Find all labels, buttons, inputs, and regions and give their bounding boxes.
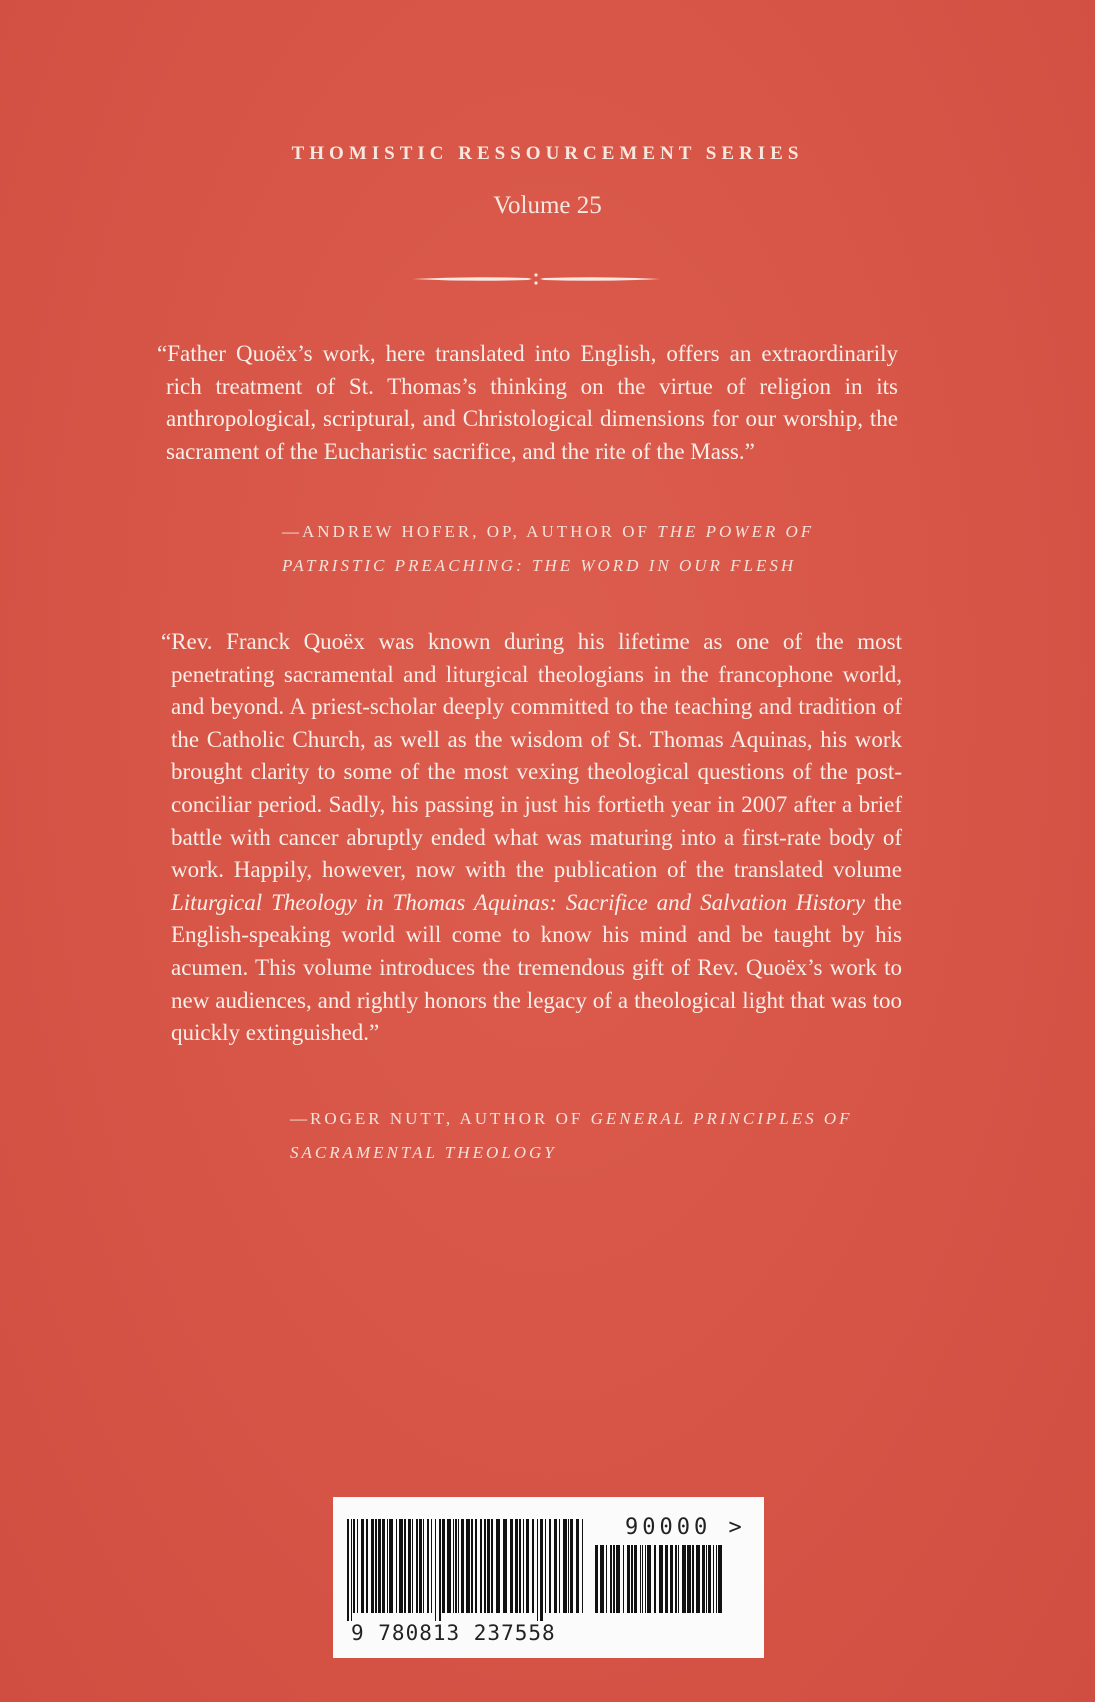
- attribution-book-title-2: GENERAL PRINCIPLES OF SACRAMENTAL THEOLOGY: [290, 1109, 853, 1162]
- quote-2-part-2: the English-speaking world will come to know his mind and be taught by his acumen. This volume introduces the tremendous gift of Rev. Quoëx’s work to new audiences, and rightly honors the legacy of a theological light that was too quickly extinguished.”: [171, 889, 902, 1046]
- endorsement-quote-1: “Father Quoëx’s work, here translated into English, offers an extraordinarily rich treatment of St. Thomas’s thinking on the virtue of religion in its anthropological, scriptural, and Christological dimensions for our worship, the sacrament of the Eucharistic sacrifice, and the rite of the Mass.”: [157, 341, 898, 464]
- endorsement-attribution-2: [290, 1102, 930, 1170]
- volume-number: Volume 25: [493, 192, 602, 219]
- quote-2-part-1: “Rev. Franck Quoëx was known during his lifetime as one of the most penetrating sacramental and liturgical theologians in the francophone world, and beyond. A priest-scholar deeply committed to the teaching and tradition of the Catholic Church, as well as the wisdom of St. Thomas Aquinas, his work brought clarity to some of the most vexing theological questions of the post-conciliar period. Sadly, his passing in just his fortieth year in 2007 after a brief battle with cancer abruptly ended what was maturing into a first-rate body of work. Happily, however, now with the publication of the translated volume: [161, 629, 902, 883]
- price-addon-digits: 90000 >: [625, 1515, 746, 1540]
- endorsement-attribution-1: [282, 515, 922, 583]
- endorsement-quote-2: [161, 626, 902, 1050]
- series-title: THOMISTIC RESSOURCEMENT SERIES: [291, 143, 804, 164]
- isbn-digits: 9 780813 237558: [351, 1621, 556, 1645]
- ornament-divider-icon: [410, 271, 662, 287]
- attribution-author-1: —ANDREW HOFER, OP, AUTHOR OF: [282, 522, 658, 541]
- isbn-barcode: [333, 1497, 764, 1658]
- attribution-book-title-1: THE POWER OF PATRISTIC PREACHING: THE WORD IN OUR FLESH: [282, 522, 815, 575]
- attribution-author-2: —ROGER NUTT, AUTHOR OF: [290, 1109, 591, 1128]
- quote-2-book-title: Liturgical Theology in Thomas Aquinas: Sacrifice and Salvation History: [171, 889, 865, 915]
